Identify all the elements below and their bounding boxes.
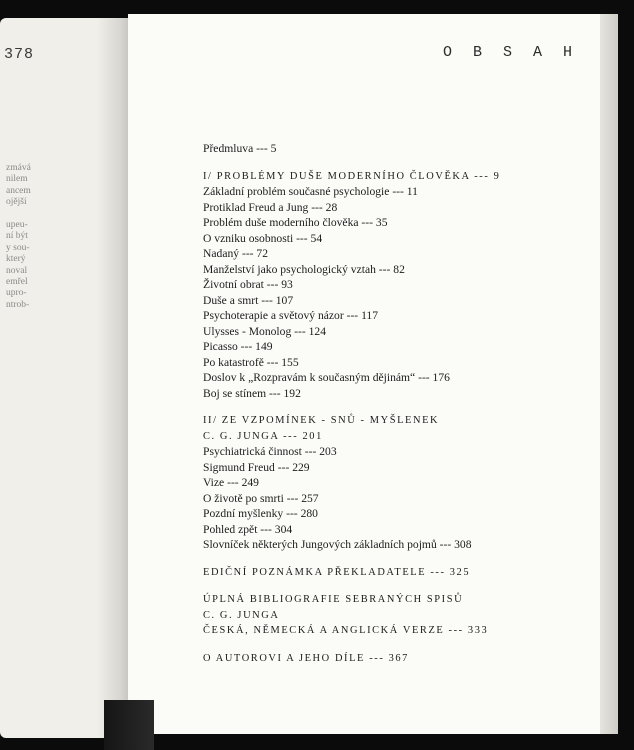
toc-entry: Životní obrat --- 93 — [203, 278, 293, 291]
left-page-number: 378 — [4, 46, 35, 63]
left-page-fragment: zmává — [6, 163, 31, 173]
left-page-fragment: y sou- — [6, 242, 30, 253]
toc-section-heading: I/ PROBLÉMY DUŠE MODERNÍHO ČLOVĚKA --- 9 — [203, 170, 501, 182]
toc-section-heading: O AUTOROVI A JEHO DÍLE --- 367 — [203, 652, 409, 664]
toc-entry: Vize --- 249 — [203, 476, 259, 489]
toc-section-heading: ÚPLNÁ BIBLIOGRAFIE SEBRANÝCH SPISŮ — [203, 594, 464, 605]
toc-entry: Protiklad Freud a Jung --- 28 — [203, 200, 338, 214]
toc-entry: Základní problém současné psychologie --- 11 — [203, 185, 418, 198]
toc-entry: O vzniku osobnosti --- 54 — [203, 231, 323, 245]
toc-entry: Slovníček některých Jungových základních pojmů --- 308 — [203, 538, 472, 551]
toc-entry: Picasso --- 149 — [203, 340, 273, 353]
left-page-fragment: nilem — [6, 174, 28, 185]
left-page-text-fragments — [6, 163, 31, 311]
toc-entry: Pohled zpět --- 304 — [203, 522, 293, 536]
book-spine — [104, 700, 154, 750]
toc-entry: Doslov k „Rozpravám k současným dějinám“ --- 176 — [203, 371, 450, 384]
toc-entry: O životě po smrti --- 257 — [203, 491, 319, 505]
page-gutter-shadow — [96, 18, 130, 738]
left-page-fragment — [6, 209, 31, 220]
left-page-fragment: upro- — [6, 288, 27, 299]
table-of-contents — [203, 141, 563, 666]
toc-section-heading: ČESKÁ, NĚMECKÁ A ANGLICKÁ VERZE --- 333 — [203, 625, 489, 636]
section-spacer — [203, 639, 563, 651]
toc-entry: Manželství jako psychologický vztah --- 82 — [203, 262, 405, 276]
toc-entry: Nadaný --- 72 — [203, 247, 269, 260]
toc-section-heading: EDIČNÍ POZNÁMKA PŘEKLADATELE --- 325 — [203, 566, 471, 578]
section-spacer — [203, 553, 563, 565]
toc-entry: Problém duše moderního člověka --- 35 — [203, 216, 388, 229]
section-spacer — [203, 401, 563, 413]
toc-entry: Pozdní myšlenky --- 280 — [203, 507, 318, 520]
left-page-fragment: noval — [6, 265, 28, 276]
left-page-fragment: ntrob- — [6, 299, 30, 310]
left-page-fragment: emřel — [6, 276, 28, 287]
section-spacer — [203, 157, 563, 169]
left-page-fragment: ancem — [6, 185, 31, 196]
section-spacer — [203, 580, 563, 592]
toc-entry: Psychiatrická činnost --- 203 — [203, 445, 337, 458]
left-page-fragment: který — [6, 254, 26, 265]
toc-entry: Boj se stínem --- 192 — [203, 386, 301, 400]
left-page-fragment: ní být — [6, 231, 28, 242]
toc-section-heading: II/ ZE VZPOMÍNEK - SNŮ - MYŠLENEK — [203, 415, 440, 426]
toc-entry: Psychoterapie a světový názor --- 117 — [203, 309, 379, 322]
left-page-fragment: upeu- — [6, 219, 28, 230]
page-title: O B S A H — [442, 44, 578, 61]
page-edge — [600, 14, 618, 734]
toc-entry: Po katastrofě --- 155 — [203, 355, 299, 369]
toc-entry: Sigmund Freud --- 229 — [203, 460, 310, 474]
left-page-fragment: ojější — [6, 197, 27, 208]
toc-section-heading: C. G. JUNGA — [203, 609, 280, 621]
toc-entry: Ulysses - Monolog --- 124 — [203, 324, 327, 338]
toc-section-heading: C. G. JUNGA --- 201 — [203, 430, 323, 442]
toc-entry: Předmluva --- 5 — [203, 142, 277, 155]
toc-entry: Duše a smrt --- 107 — [203, 293, 294, 307]
